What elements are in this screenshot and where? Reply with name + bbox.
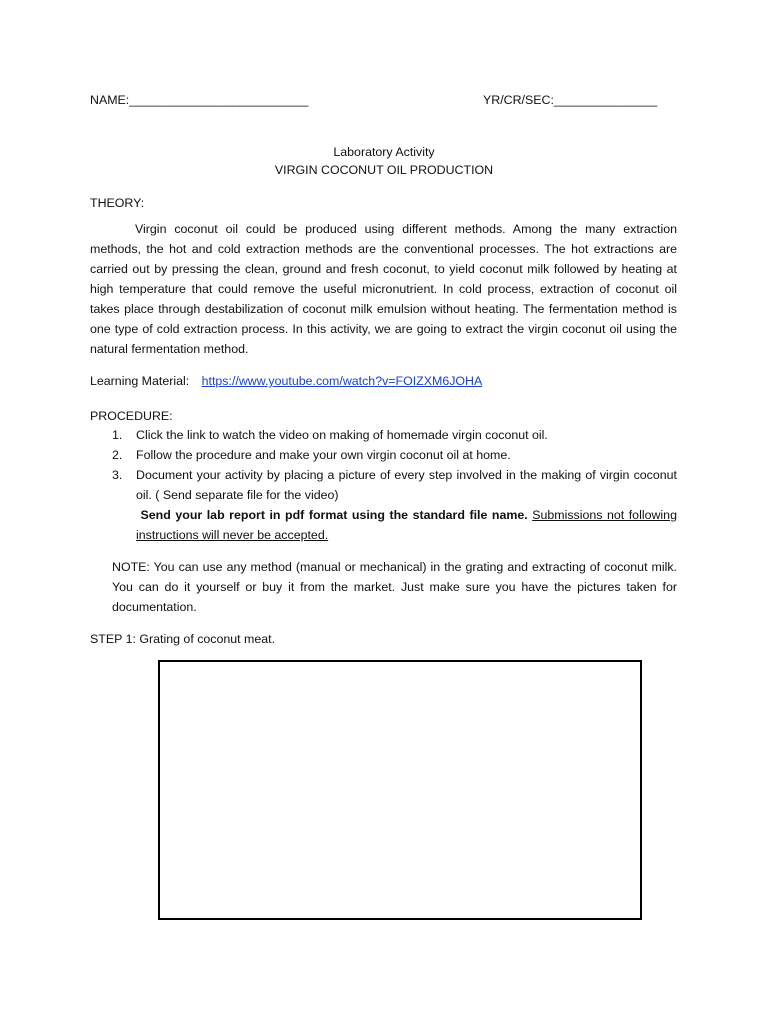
submission-warning: Submissions not following instructions will never be accepted. [136, 508, 677, 542]
activity-subtitle: VIRGIN COCONUT OIL PRODUCTION [274, 163, 494, 177]
step1-picture-box [158, 660, 642, 920]
step-number: 2. [112, 448, 123, 462]
activity-title: Laboratory Activity [333, 145, 435, 159]
theory-paragraph [90, 219, 677, 359]
procedure-heading: PROCEDURE: [90, 409, 173, 423]
learning-material [90, 374, 482, 388]
step-text: Document your activity by placing a picture of every step involved in the making of virgin coconut oil. ( Send separate file for the video) [136, 468, 677, 502]
procedure-list [112, 425, 677, 545]
procedure-step [112, 425, 677, 445]
step-text: Follow the procedure and make your own virgin coconut oil at home. [136, 448, 511, 462]
theory-heading: THEORY: [90, 196, 145, 210]
procedure-step [112, 445, 677, 465]
submission-bold-text: Send your lab report in pdf format using the standard file name. [140, 508, 528, 522]
procedure-step [112, 465, 677, 505]
note-paragraph: NOTE: You can use any method (manual or mechanical) in the grating and extracting of coconut milk. You can do it yourself or buy it from the market. Just make sure you have the pictures taken for documentation. [112, 560, 677, 614]
learning-material-label: Learning Material: [90, 374, 190, 388]
video-link[interactable]: https://www.youtube.com/watch?v=FOIZXM6JOHA [201, 374, 483, 388]
submission-instructions [112, 505, 677, 545]
step-text: Click the link to watch the video on making of homemade virgin coconut oil. [136, 428, 548, 442]
step-number: 3. [112, 468, 123, 482]
step-number: 1. [112, 428, 123, 442]
theory-text: Virgin coconut oil could be produced using different methods. Among the many extraction methods, the hot and cold extraction methods are the conventional processes. The hot extractions are carried out by pressing the clean, ground and fresh coconut, to yield coconut milk followed by heating at high temperature that could remove the useful micronutrient. In cold process, extraction of coconut oil takes place through destabilization of coconut milk emulsion without heating. The fermentation method is one type of cold extraction process. In this activity, we are going to extract the virgin coconut oil using the natural fermentation method. [90, 222, 677, 356]
yr-cr-sec-field: YR/CR/SEC:_______________ [483, 93, 658, 107]
name-field: NAME:__________________________ [90, 93, 309, 107]
step1-label: STEP 1: Grating of coconut meat. [90, 632, 276, 646]
